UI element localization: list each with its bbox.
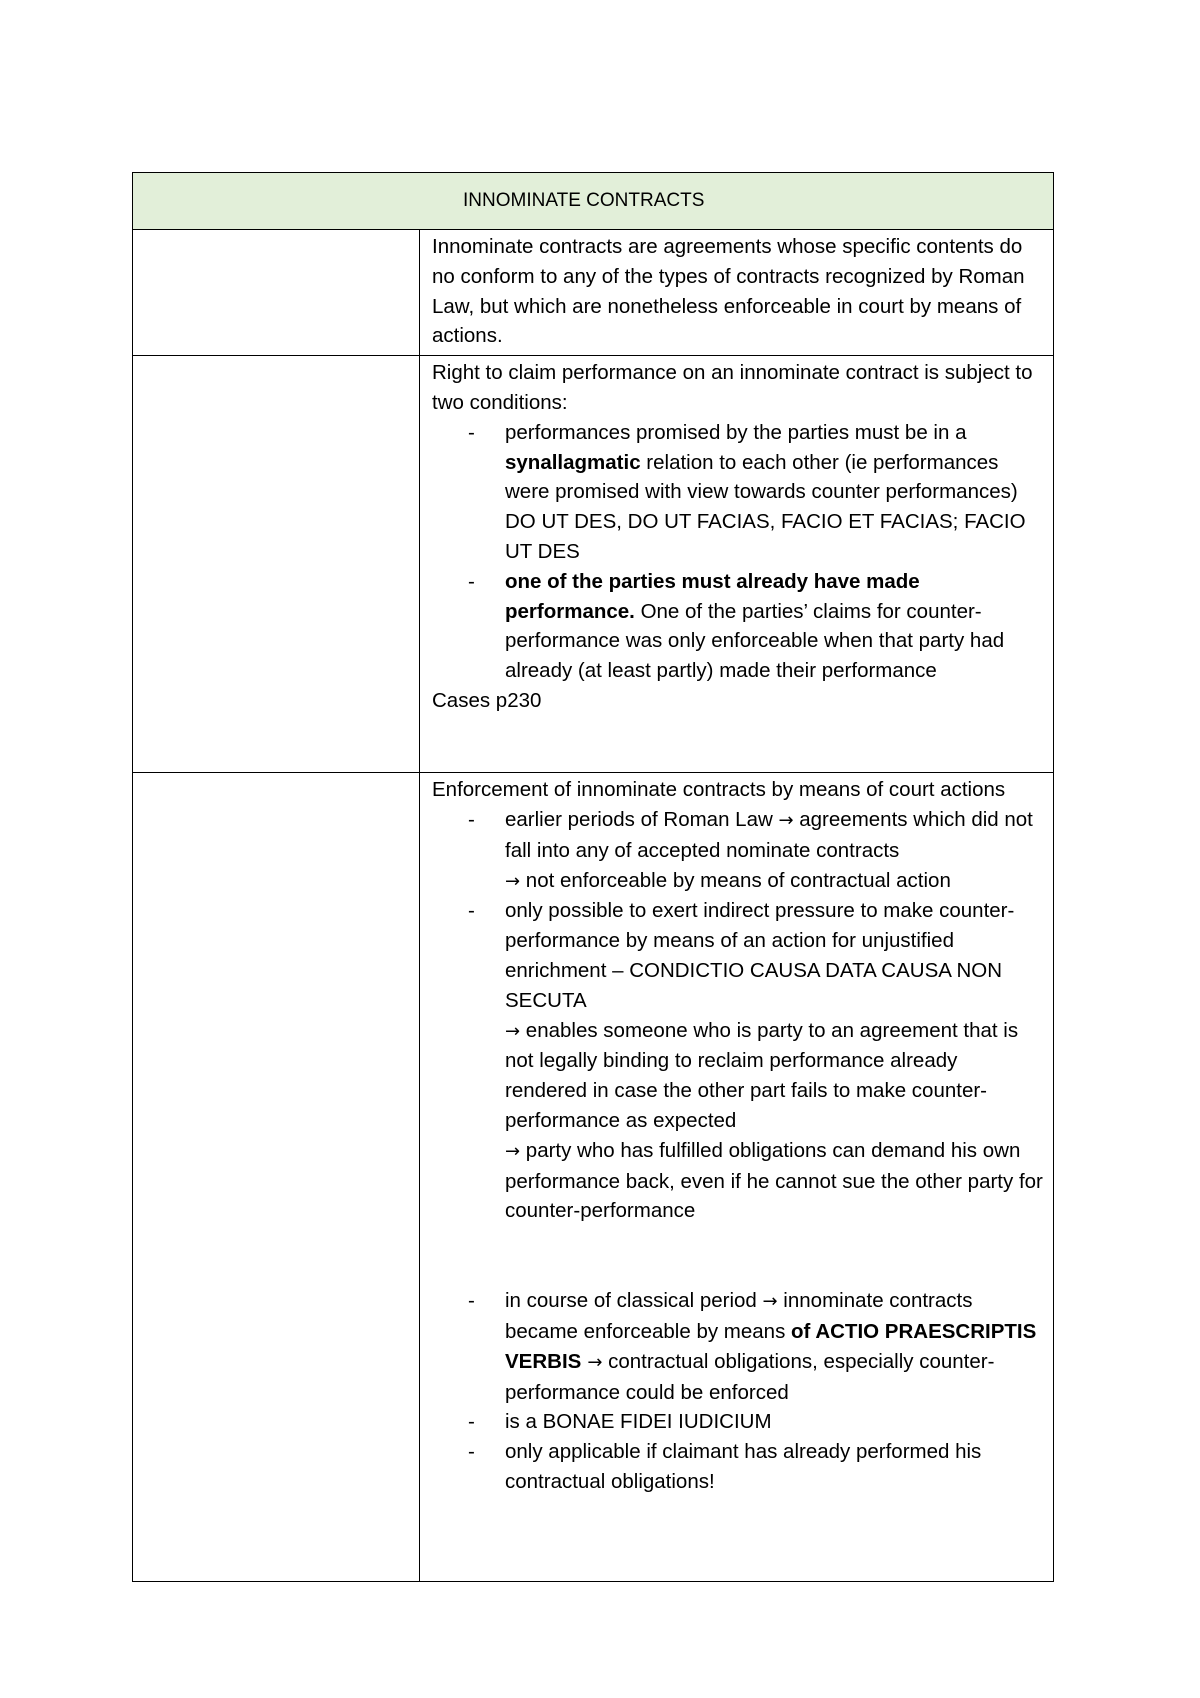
actio-term: of ACTIO PRAESCRIPTIS VERBIS [505, 1319, 1037, 1373]
cases-reference: Cases p230 [432, 688, 542, 712]
table-title: INNOMINATE CONTRACTS [463, 190, 705, 211]
contracts-table [132, 172, 1054, 1582]
conditions-cell [420, 356, 1054, 773]
enforcement-list [432, 805, 1043, 1497]
enables-line [505, 1016, 1043, 1136]
table-row [133, 773, 1054, 1582]
arrow-icon: → [505, 870, 521, 892]
arrow-icon: → [762, 1291, 778, 1313]
party-line [505, 1136, 1043, 1226]
arrow-icon: → [505, 1020, 521, 1042]
condition-2-text: One of the parties’ claims for counter-performance was only enforceable when that party had already (at least partly) made their performance [505, 599, 1005, 683]
not-enforceable-line [505, 866, 1043, 897]
list-item [432, 567, 1043, 686]
condition-2-bold: one of the parties must already have made performance. [505, 569, 920, 623]
list-item [432, 1286, 1043, 1407]
arrow-icon: → [505, 1140, 521, 1162]
list-item [432, 1437, 1043, 1497]
contractual-obligations-text: contractual obligations, especially counter-performance could be enforced [505, 1349, 995, 1404]
not-enforceable-text: not enforceable by means of contractual action [520, 868, 951, 892]
list-item [432, 418, 1043, 567]
definition-text: Innominate contracts are agreements whose specific contents do no conform to any of the types of contracts recognized by Roman Law, but which are nonetheless enforceable in court by means of actions. [432, 235, 1025, 348]
earlier-periods-text: earlier periods of Roman Law [505, 807, 779, 831]
left-cell-empty [133, 773, 420, 1582]
spacer [505, 1226, 1043, 1286]
arrow-icon: → [587, 1351, 603, 1373]
condition-1-text: performances promised by the parties must be in a [505, 420, 967, 444]
table-title-cell [133, 173, 1054, 230]
condition-1-text-cont: relation to each other (ie performances were promised with view towards counter performances) [505, 450, 1018, 504]
conditions-list [432, 418, 1043, 686]
left-cell-empty [133, 230, 420, 356]
table-row [133, 230, 1054, 356]
agreements-text: agreements which did not fall into any of accepted nominate contracts [505, 807, 1033, 862]
list-item [432, 896, 1043, 1286]
synallagmatic-term: synallagmatic [505, 450, 641, 474]
list-item [432, 805, 1043, 896]
applicable-text: only applicable if claimant has already performed his contractual obligations! [505, 1440, 982, 1493]
enforcement-intro: Enforcement of innominate contracts by means of court actions [432, 778, 1006, 802]
arrow-icon: → [778, 809, 794, 831]
formula-list: DO UT DES, DO UT FACIAS, FACIO ET FACIAS; FACIO UT DES [505, 510, 1026, 563]
classical-period-text: in course of classical period [505, 1289, 763, 1313]
definition-cell [420, 230, 1054, 356]
table-row [133, 356, 1054, 773]
party-text: party who has fulfilled obligations can demand his own performance back, even if he cannot sue the other party for counter-performance [505, 1138, 1043, 1223]
bonae-fidei-text: is a BONAE FIDEI IUDICIUM [505, 1410, 772, 1434]
became-enforceable-text: innominate contracts became enforceable by means [505, 1289, 973, 1343]
enforcement-cell [420, 773, 1054, 1582]
indirect-pressure-text: only possible to exert indirect pressure to make counter-performance by means of an action for unjustified enrichment – CONDICTIO CAUSA DATA CAUSA NON SECUTA [505, 899, 1015, 1012]
conditions-intro: Right to claim performance on an innominate contract is subject to two conditions: [432, 361, 1033, 414]
list-item [432, 1407, 1043, 1437]
enables-text: enables someone who is party to an agreement that is not legally binding to reclaim performance already rendered in case the other part fails to make counter-performance as expected [505, 1018, 1019, 1132]
title-row [133, 173, 1054, 230]
left-cell-empty [133, 356, 420, 773]
